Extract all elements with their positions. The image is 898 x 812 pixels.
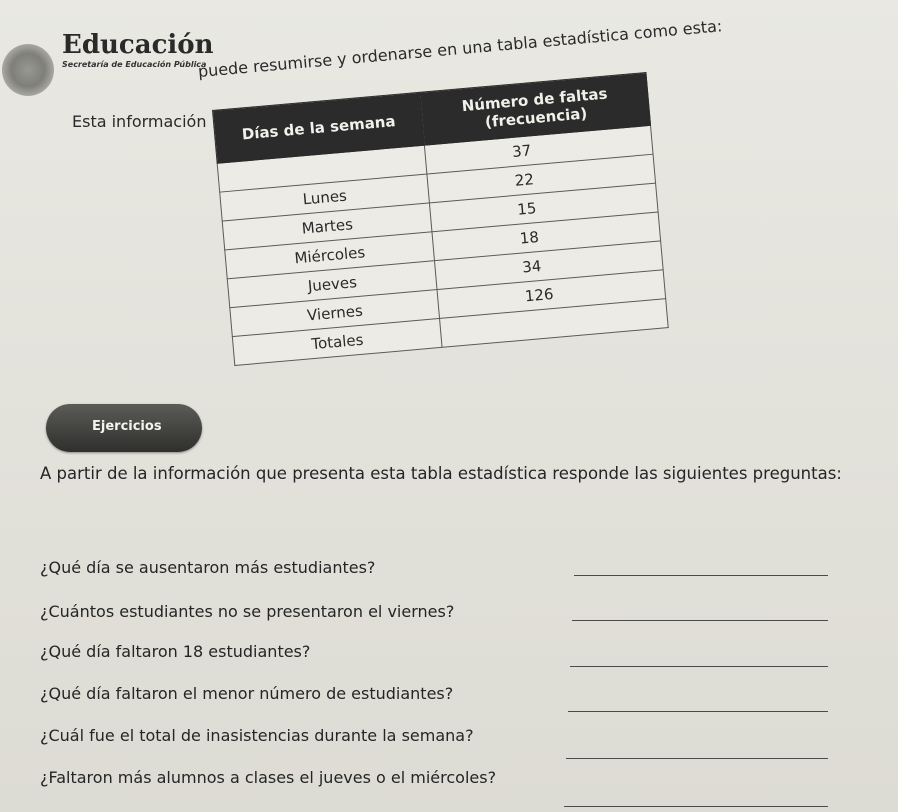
count-cell: 15 (430, 183, 658, 232)
question-5: ¿Cuál fue el total de inasistencias durante la semana? (40, 726, 474, 745)
day-cell: Viernes (230, 290, 440, 337)
count-cell: 126 (437, 270, 665, 319)
question-1: ¿Qué día se ausentaron más estudiantes? (40, 558, 376, 577)
answer-line-6[interactable] (564, 806, 828, 807)
question-3: ¿Qué día faltaron 18 estudiantes? (40, 642, 311, 661)
answer-line-1[interactable] (574, 575, 828, 576)
header-days: Días de la semana (213, 92, 425, 163)
count-cell: 34 (435, 241, 663, 290)
brand-title: Educación (62, 30, 214, 60)
frequency-table (212, 72, 669, 366)
question-4: ¿Qué día faltaron el menor número de estudiantes? (40, 684, 454, 703)
answer-line-5[interactable] (566, 758, 828, 759)
exercises-badge (46, 404, 202, 452)
answer-line-3[interactable] (570, 666, 828, 667)
day-cell: Martes (222, 203, 432, 250)
instructions-paragraph: A partir de la información que presenta esta tabla estadística responde las siguientes preguntas: (40, 464, 842, 483)
intro-text-end: puede resumirse y ordenarse en una tabla estadística como esta: (197, 16, 724, 81)
count-cell: 37 (425, 125, 653, 174)
intro-text-start: Esta información (72, 112, 207, 131)
exercises-badge-label: Ejercicios (92, 419, 162, 434)
government-seal-icon (2, 44, 54, 96)
question-6: ¿Faltaron más alumnos a clases el jueves o el miércoles? (40, 768, 497, 787)
day-cell: Miércoles (225, 232, 435, 279)
frequency-table-container (212, 72, 667, 354)
header-frequency: Número de faltas (frecuencia) (420, 73, 650, 146)
day-cell: Jueves (227, 261, 437, 308)
brand-subtitle: Secretaría de Educación Pública (62, 60, 207, 69)
count-cell: 18 (432, 212, 660, 261)
count-cell: 22 (427, 154, 655, 203)
answer-line-4[interactable] (568, 711, 828, 712)
question-2: ¿Cuántos estudiantes no se presentaron el viernes? (40, 602, 455, 621)
answer-line-2[interactable] (572, 620, 828, 621)
day-cell: Totales (232, 318, 442, 365)
day-cell: Lunes (220, 174, 430, 221)
